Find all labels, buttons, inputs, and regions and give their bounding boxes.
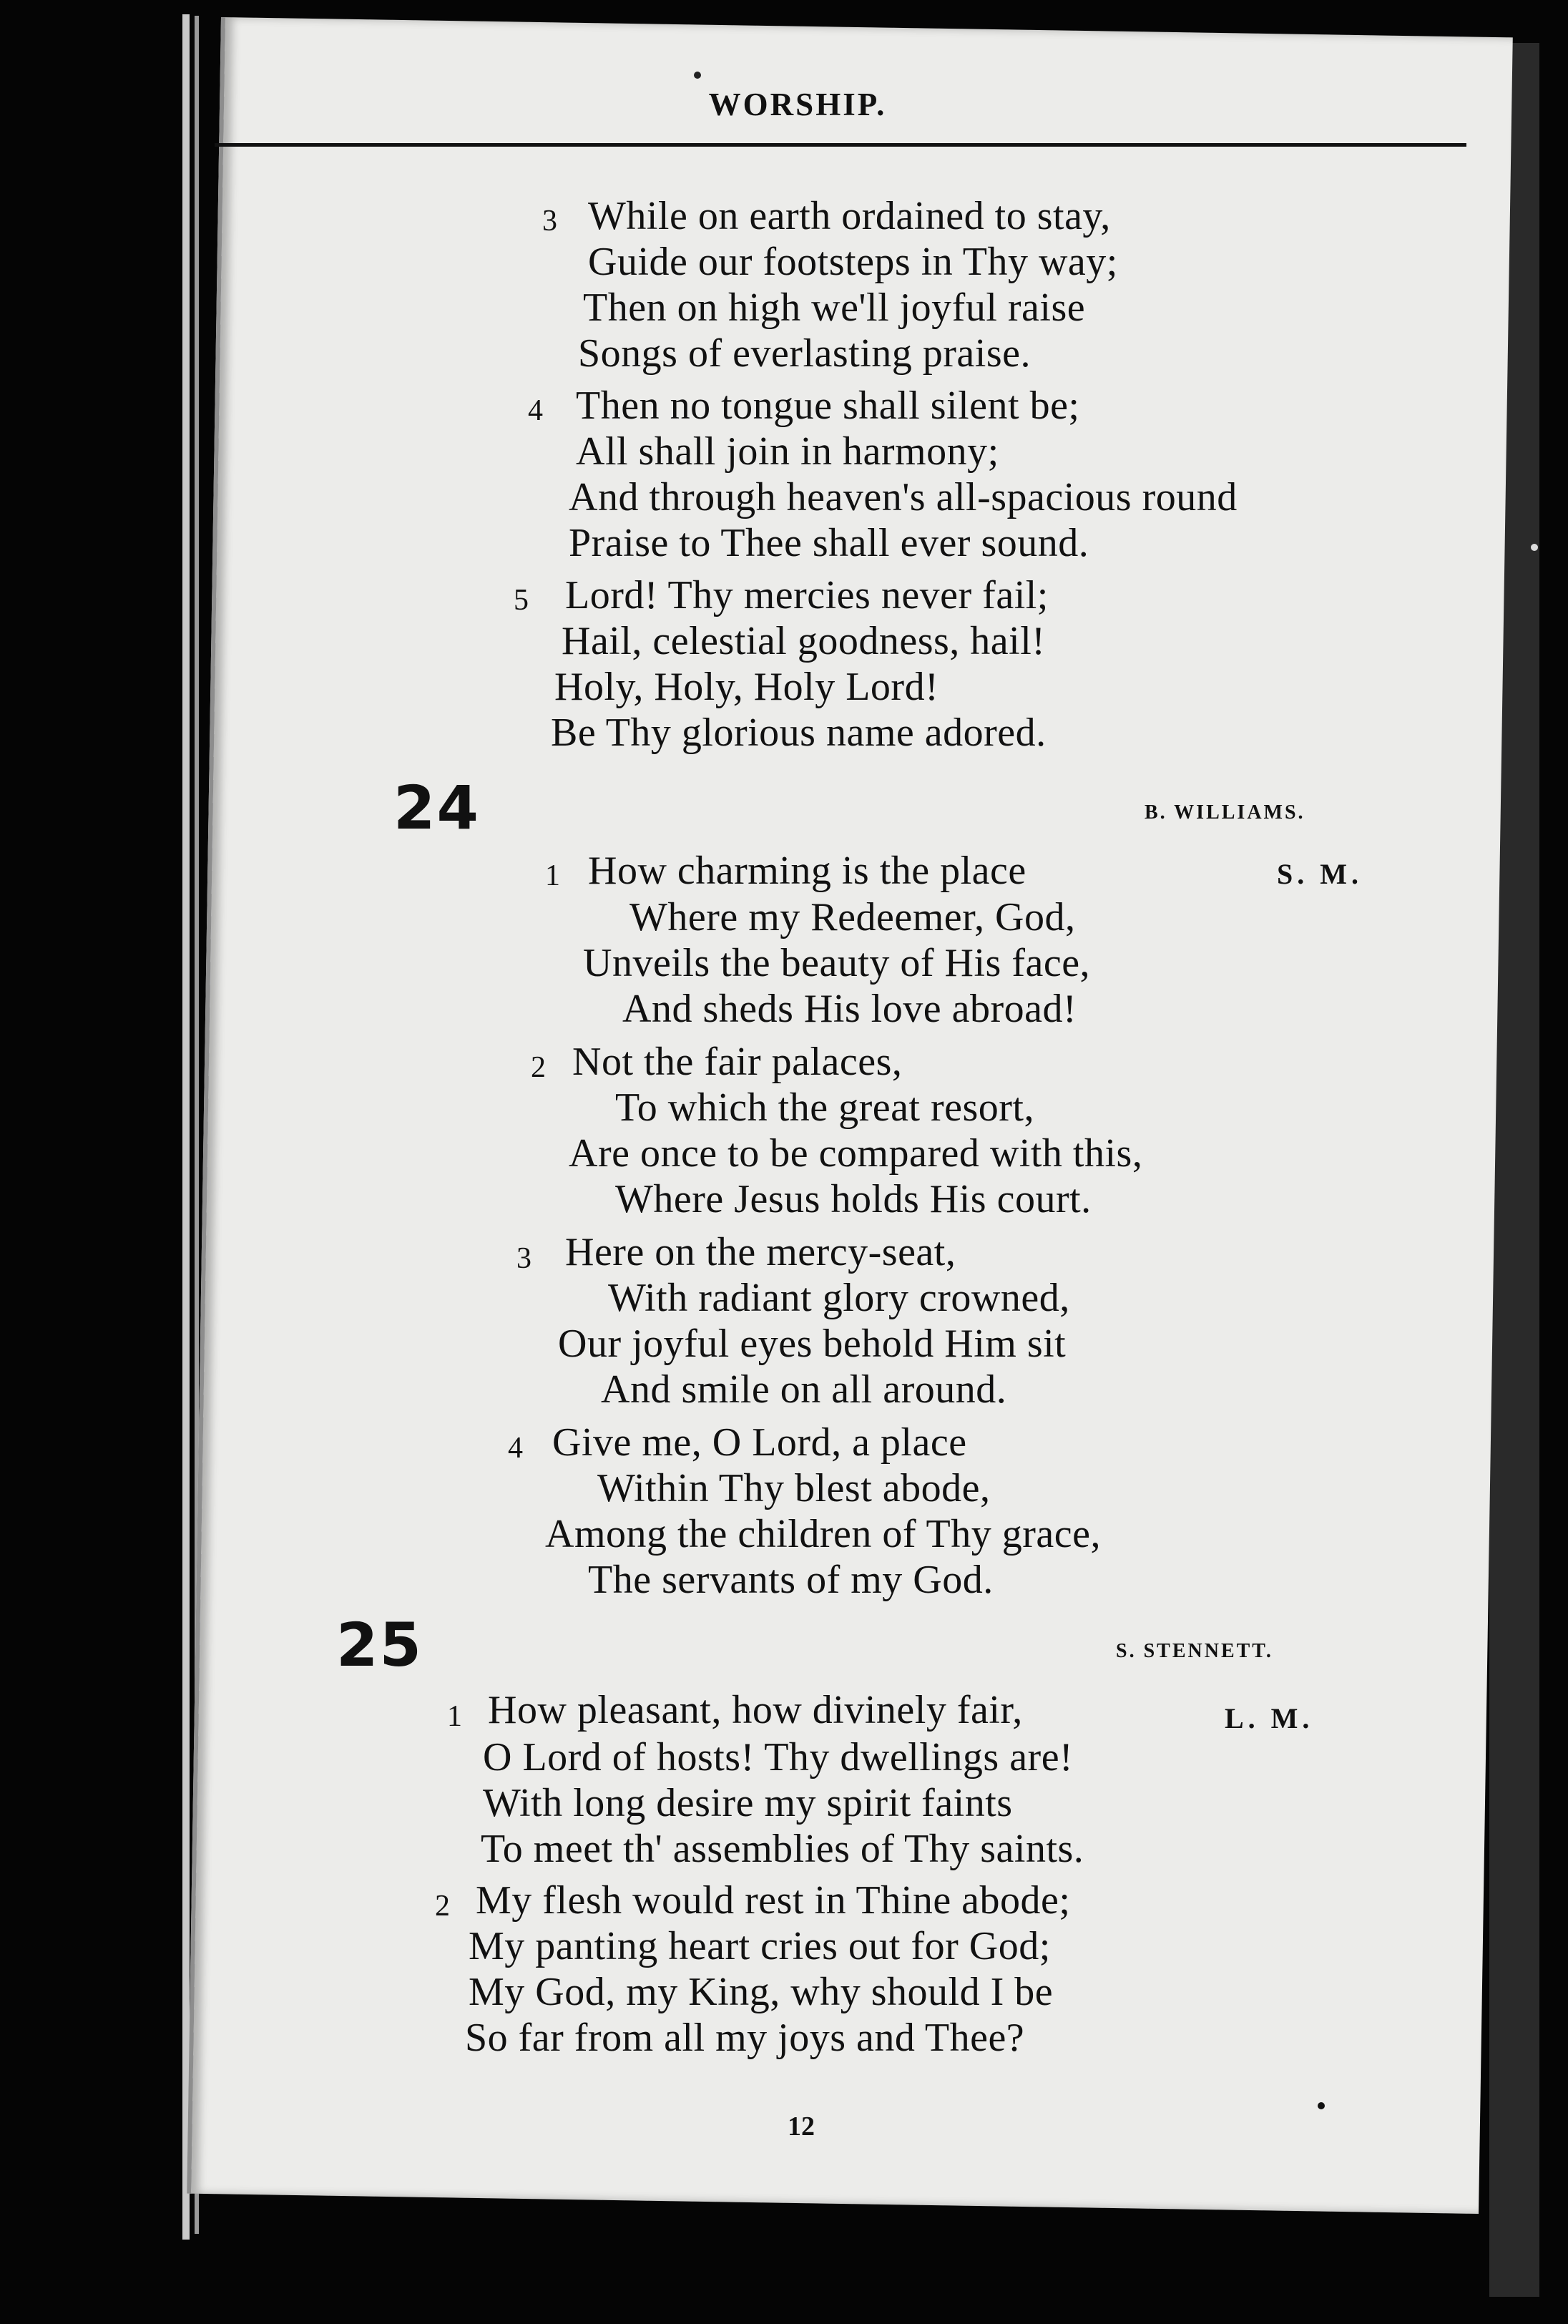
verse-line: Holy, Holy, Holy Lord! (554, 665, 939, 709)
verse-line: Songs of everlasting praise. (578, 331, 1031, 376)
verse-number: 4 (508, 1432, 523, 1465)
verse-line: To meet th' assemblies of Thy saints. (481, 1827, 1084, 1871)
page-number: 12 (788, 2111, 815, 2142)
verse-number: 2 (531, 1051, 546, 1084)
dust-speck (1531, 544, 1538, 551)
verse-line: Then no tongue shall silent be; (576, 384, 1080, 428)
verse-line: And through heaven's all-spacious round (569, 475, 1238, 519)
verse-line: My flesh would rest in Thine abode; (476, 1878, 1071, 1923)
dust-speck (1318, 2102, 1325, 2109)
verse-line: Here on the mercy-seat, (565, 1230, 956, 1274)
verse-number: 5 (514, 584, 529, 617)
verse-number: 3 (542, 205, 557, 238)
verse-line: Be Thy glorious name adored. (551, 711, 1047, 755)
hymn-author: S. STENNETT. (1116, 1640, 1273, 1662)
verse-line: How pleasant, how divinely fair, (488, 1688, 1023, 1732)
verse-line: Hail, celestial goodness, hail! (562, 619, 1046, 663)
verse-line: Give me, O Lord, a place (552, 1420, 967, 1465)
verse-number: 1 (545, 859, 560, 892)
verse-line: Guide our footsteps in Thy way; (588, 240, 1118, 284)
verse-line: To which the great resort, (615, 1085, 1034, 1130)
verse-number: 3 (516, 1242, 531, 1275)
verse-line: Unveils the beauty of His face, (583, 941, 1091, 985)
page-edge-1 (182, 14, 190, 2240)
verse-line: And smile on all around. (601, 1367, 1007, 1412)
verse-line: Lord! Thy mercies never fail; (565, 573, 1049, 617)
verse-line: With radiant glory crowned, (608, 1276, 1070, 1320)
verse-line: How charming is the place (588, 849, 1026, 893)
verse-line: Our joyful eyes behold Him sit (558, 1322, 1067, 1366)
dust-speck (694, 72, 701, 79)
verse-line: With long desire my spirit faints (483, 1781, 1013, 1825)
hymn-number: 24 (393, 773, 480, 843)
verse-line: Praise to Thee shall ever sound. (569, 521, 1089, 565)
verse-line: Then on high we'll joyful raise (583, 285, 1086, 330)
verse-line: My panting heart cries out for God; (469, 1924, 1051, 1968)
verse-line: My God, my King, why should I be (469, 1970, 1054, 2014)
verse-line: The servants of my God. (588, 1558, 994, 1602)
verse-line: All shall join in harmony; (576, 429, 999, 474)
verse-line: Where Jesus holds His court. (615, 1177, 1092, 1221)
verse-line: Among the children of Thy grace, (545, 1512, 1101, 1556)
verse-line: Are once to be compared with this, (569, 1131, 1143, 1176)
running-head: WORSHIP. (708, 87, 887, 122)
hymn-number: 25 (336, 1610, 423, 1680)
hymn-author: B. WILLIAMS. (1145, 801, 1305, 824)
verse-number: 2 (435, 1890, 450, 1923)
verse-line: While on earth ordained to stay, (588, 194, 1111, 238)
verse-line: Not the fair palaces, (572, 1040, 903, 1084)
verse-line: Within Thy blest abode, (597, 1466, 991, 1510)
verse-line: And sheds His love abroad! (622, 987, 1077, 1031)
verse-line: So far from all my joys and Thee? (465, 2016, 1025, 2060)
verse-number: 1 (447, 1700, 462, 1733)
hymn-meter: S. M. (1277, 858, 1363, 890)
verse-line: O Lord of hosts! Thy dwellings are! (483, 1735, 1074, 1779)
verse-line: Where my Redeemer, God, (629, 895, 1076, 939)
header-rule (215, 143, 1466, 147)
verse-number: 4 (528, 394, 543, 427)
hymn-meter: L. M. (1225, 1702, 1314, 1734)
